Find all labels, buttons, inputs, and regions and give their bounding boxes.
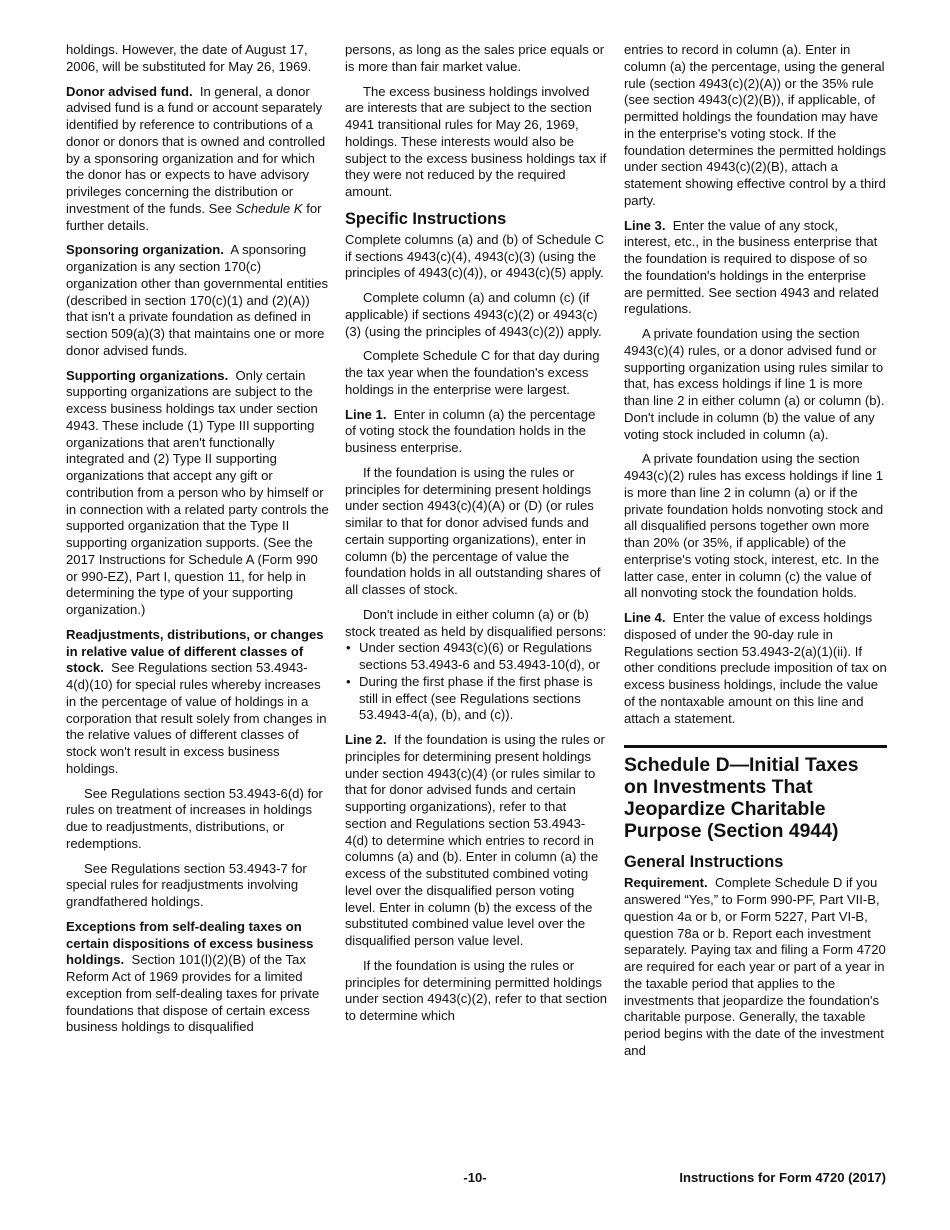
term-exceptions-self-dealing: Exceptions from self-dealing taxes on certain dispositions of excess business holdings.	[66, 918, 314, 968]
term-line-2: Line 2.	[345, 732, 387, 747]
paragraph-complete-schedule-c-day: Complete Schedule C for that day during the tax year when the foundation's excess holdings in the enterprise were largest.	[345, 348, 600, 397]
term-donor-advised-fund: Donor advised fund.	[66, 83, 193, 99]
paragraph-if-rules-present-holdings: If the foundation is using the rules or principles for determining present holdings under section 4943(c)(4)(A) or (D) (or rules similar to that for donor advised funds and certain supporting organizations), enter in column (b) the percentage of value the foundation holds in all outstanding shares of all classes of stock.	[345, 464, 601, 597]
paragraph-private-foundation-c4: A private foundation using the section 4943(c)(4) rules, or a donor advised fund or supporting organization using rules similar to that, has excess holdings if line 1 is more than line 2 in either column (a) or column (b). Don't include in column (b) the value of any voting stock included in column (a).	[624, 326, 885, 442]
paragraph-readjustments: Readjustments, distributions, or changes in relative value of different classes of stock. See Regulations section 53.4943-4(d)(10) for special rules whereby increases in the percentage of value of holdings in a corporation that result solely from changes in the relative values of different classes of stock won't result in excess business holdings.	[66, 626, 327, 776]
paragraph-continuation: entries to record in column (a). Enter in column (a) the percentage, using the general rule (section 4943(c)(2)(A)) or the 35% rule (see section 4943(c)(2)(B)), if applicable, of permitted holdings the foundation may have in the enterprise's voting stock. If the foundation determines the permitted holdings under section 4943(c)(2)(B), attach a statement showing effective control by a third party.	[624, 42, 887, 208]
paragraph-line-2: Line 2. If the foundation is using the rules or principles for determining present holdings under section 4943(c)(4) (or rules similar to that for donor advised funds and certain supporting organizations), refer to that section and Regulations section 53.4943-4(d) to determine which entries to record in columns (a) and (b). Enter in column (a) the excess of the substituted combined voting level over the disqualified person voting level. Enter in column (b) the excess of the substituted combined value level over the disqualified person value level.	[345, 732, 605, 948]
paragraph-if-rules-permitted-holdings: If the foundation is using the rules or principles for determining permitted holdings under section 4943(c)(2), refer to that section to determine which	[345, 957, 608, 1023]
paragraph-complete-columns-ab: Complete columns (a) and (b) of Schedule C if sections 4943(c)(4), 4943(c)(3) (using the principles of 4943(c)(4)), or 4943(c)(5) apply.	[345, 231, 605, 281]
column-3	[624, 42, 887, 1060]
paragraph-requirement: Requirement. Complete Schedule D if you answered “Yes,” to Form 990-PF, Part VII-B, question 4a or b, or Form 5227, Part VI-B, question 78a or b. Report each investment separately. Paying tax and filing a Form 4720 are required for each year or part of a year in the taxable period that applies to the investments that jeopardize the foundation's charitable purpose. Generally, the taxable period begins with the date of the investment and	[624, 875, 886, 1058]
paragraph-donor-advised-fund: Donor advised fund. In general, a donor advised fund is a fund or account separately identified by reference to contributions of a donor or donors that is owned and controlled by a sponsoring organization and for which the donor has or expects to have advisory privileges concerning the distribution or investment of the funds. See Schedule K for further details.	[66, 83, 326, 233]
term-readjustments: Readjustments, distributions, or changes in relative value of different classes of stock.	[66, 626, 324, 676]
column-2	[345, 42, 607, 1025]
page-number: -10-	[463, 1170, 487, 1185]
paragraph-see-regulations-6d: See Regulations section 53.4943-6(d) for rules on treatment of increases in holdings due to readjustments, distributions, or redemptions.	[66, 785, 323, 851]
paragraph-sponsoring-organization: Sponsoring organization. A sponsoring organization is any section 170(c) organization other than governmental entities (described in section 170(c)(1) and (2)(A)) that isn't a private foundation as defined in section 509(a)(3) that maintains one or more donor advised funds.	[66, 242, 329, 358]
paragraph-continuation: holdings. However, the date of August 17, 2006, will be substituted for May 26, 1969.	[66, 42, 312, 74]
term-sponsoring-organization: Sponsoring organization.	[66, 242, 224, 258]
paragraph-line-4: Line 4. Enter the value of excess holdings disposed of under the 90-day rule in Regulations section 53.4943-2(a)(1)(ii). If other conditions preclude imposition of tax on excess business holdings, include the value of the nontaxable amount on this line and attach a statement.	[624, 610, 887, 726]
bullet-item: • During the first phase if the first phase is still in effect (see Regulations sections 53.4943-4(a), (b), and (c)).	[346, 673, 593, 723]
paragraph-line-3: Line 3. Enter the value of any stock, interest, etc., in the business enterprise that the foundation is required to dispose of so the foundation's holdings in the enterprise are permitted. See section 4943 and related regulations.	[624, 217, 879, 317]
ref-schedule-k: Schedule K	[235, 200, 303, 216]
paragraph-line-1: Line 1. Enter in column (a) the percentage of voting stock the foundation holds in the business enterprise.	[345, 406, 596, 455]
paragraph-continuation: persons, as long as the sales price equals or is more than fair market value.	[345, 42, 605, 74]
term-line-3: Line 3.	[624, 217, 666, 233]
term-line-1: Line 1.	[345, 406, 387, 422]
heading-schedule-d: Schedule D—Initial Taxes on Investments That Jeopardize Charitable Purpose (Section 4944)	[624, 745, 887, 842]
paragraph-dont-include: Don't include in either column (a) or (b) stock treated as held by disqualified persons:	[345, 606, 607, 639]
paragraph-private-foundation-c2: A private foundation using the section 4943(c)(2) rules has excess holdings if line 1 is more than line 2 in column (a) or if the private foundation holds nonvoting stock and all disqualified persons together own more than 20% (or 35%, if applicable) of the enterprise's voting stock, interest, etc. In the latter case, enter in column (c) the value of all nonvoting stock the foundation holds.	[624, 451, 884, 601]
paragraph-excess-business-holdings: The excess business holdings involved are interests that are subject to the section 4941 transitional rules for May 26, 1969, holdings. These interests would also be subject to the excess business holdings tax if they were not reduced by the required amount.	[345, 83, 607, 199]
term-requirement: Requirement.	[624, 875, 708, 891]
term-line-4: Line 4.	[624, 610, 666, 625]
footer-form-title: Instructions for Form 4720 (2017)	[679, 1170, 886, 1185]
paragraph-complete-columns-ac: Complete column (a) and column (c) (if applicable) if sections 4943(c)(2) or 4943(c)(3) (using the principles of 4943(c)(2)) apply.	[345, 290, 602, 339]
bullet-item: • Under section 4943(c)(6) or Regulations sections 53.4943-6 and 53.4943-10(d), or	[346, 640, 600, 672]
bullet-icon: •	[346, 673, 351, 689]
heading-general-instructions: General Instructions	[624, 853, 784, 872]
bullet-icon: •	[346, 640, 351, 656]
term-supporting-organizations: Supporting organizations.	[66, 367, 229, 383]
paragraph-see-regulations-7: See Regulations section 53.4943-7 for special rules for readjustments involving grandfathered holdings.	[66, 860, 307, 909]
paragraph-exceptions-self-dealing: Exceptions from self-dealing taxes on certain dispositions of excess business holdings. Section 101(l)(2)(B) of the Tax Reform Act of 1969 provides for a limited exception from self-dealing taxes for private foundations that dispose of certain excess business holdings to disqualified	[66, 918, 320, 1035]
column-1	[66, 42, 329, 1036]
paragraph-supporting-organizations: Supporting organizations. Only certain supporting organizations are subject to the excess business holdings tax under section 4943. These include (1) Type III supporting organizations that aren't functionally integrated and (2) Type II supporting organizations that accept any gift or contribution from a person who by himself or in connection with a related party controls the supported organization that the Type II supporting organization supports. (See the 2017 Instructions for Schedule A (Form 990 or 990-EZ), Part I, question 11, for help in determining the type of your supporting organization.)	[66, 367, 329, 617]
heading-specific-instructions: Specific Instructions	[345, 209, 507, 228]
